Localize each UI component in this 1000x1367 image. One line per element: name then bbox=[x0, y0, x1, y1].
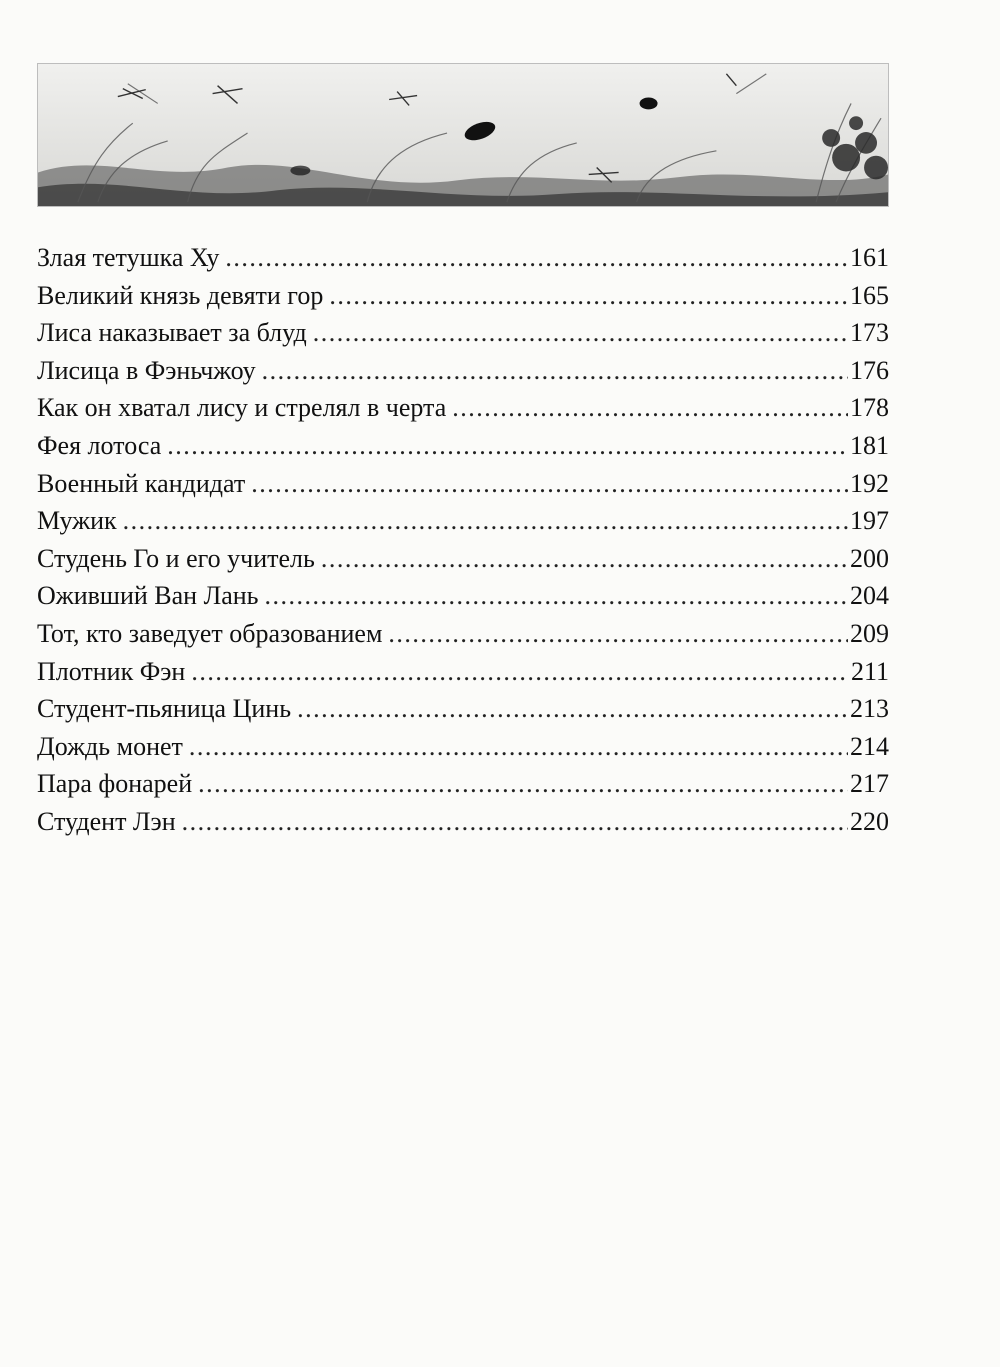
toc-entry-page: 165 bbox=[850, 280, 889, 310]
toc-entry-title: Студень Го и его учитель bbox=[37, 543, 315, 573]
toc-entry-title: Плотник Фэн bbox=[37, 656, 186, 686]
toc-entry-title: Великий князь девяти гор bbox=[37, 280, 324, 310]
toc-dot-leader bbox=[182, 803, 848, 841]
toc-dot-leader bbox=[265, 577, 848, 615]
toc-entry-page: 200 bbox=[850, 543, 889, 573]
toc-entry[interactable] bbox=[37, 728, 889, 766]
toc-entry-page: 161 bbox=[850, 243, 889, 272]
toc-entry-title: Оживший Ван Лань bbox=[37, 581, 259, 611]
toc-dot-leader bbox=[388, 615, 848, 653]
toc-entry-title: Дождь монет bbox=[37, 731, 183, 761]
toc-entry-title: Студент-пьяница Цинь bbox=[37, 694, 292, 724]
toc-entry[interactable] bbox=[37, 803, 889, 841]
toc-entry-title: Как он хватал лису и стрелял в черта bbox=[37, 393, 447, 423]
header-illustration bbox=[37, 63, 889, 207]
toc-entry[interactable] bbox=[37, 615, 889, 653]
toc-entry-title: Пара фонарей bbox=[37, 769, 193, 799]
toc-dot-leader bbox=[321, 540, 848, 578]
toc-dot-leader bbox=[198, 765, 848, 803]
toc-entry[interactable] bbox=[37, 765, 889, 803]
toc-entry-page: 181 bbox=[850, 430, 889, 460]
toc-entry[interactable] bbox=[37, 427, 889, 465]
toc-dot-leader bbox=[191, 653, 849, 691]
toc-entry-page: 217 bbox=[850, 769, 889, 799]
toc-dot-leader bbox=[262, 352, 848, 390]
toc-entry[interactable] bbox=[37, 502, 889, 540]
toc-entry-page: 176 bbox=[850, 355, 889, 385]
toc-entry[interactable] bbox=[37, 277, 889, 315]
toc-entry-page: 173 bbox=[850, 318, 889, 348]
toc-entry-page: 209 bbox=[850, 618, 889, 648]
toc-entry-page: 214 bbox=[850, 731, 889, 761]
toc-entry[interactable] bbox=[37, 314, 889, 352]
toc-entry[interactable] bbox=[37, 653, 889, 691]
toc-entry-page: 197 bbox=[850, 506, 889, 536]
toc-entry[interactable] bbox=[37, 389, 889, 427]
toc-entry[interactable] bbox=[37, 690, 889, 728]
toc-dot-leader bbox=[452, 389, 848, 427]
toc-dot-leader bbox=[251, 465, 848, 503]
toc-dot-leader bbox=[313, 314, 848, 352]
toc-entry-page: 220 bbox=[850, 806, 889, 836]
toc-entry-title: Лисица в Фэньчжоу bbox=[37, 355, 256, 385]
toc-entry-title: Тот, кто заведует образованием bbox=[37, 618, 383, 648]
toc-dot-leader bbox=[167, 427, 848, 465]
toc-dot-leader bbox=[297, 690, 848, 728]
toc-dot-leader bbox=[329, 277, 848, 315]
toc-entry-page: 204 bbox=[850, 581, 889, 611]
toc-entry[interactable] bbox=[37, 577, 889, 615]
toc-entry[interactable] bbox=[37, 239, 889, 277]
toc-entry[interactable] bbox=[37, 465, 889, 503]
toc-entry-page: 211 bbox=[850, 656, 889, 686]
toc-dot-leader bbox=[189, 728, 848, 766]
toc-entry-page: 192 bbox=[850, 468, 889, 498]
toc-entry-page: 213 bbox=[850, 694, 889, 724]
table-of-contents bbox=[37, 239, 889, 841]
ink-painting-icon bbox=[38, 64, 888, 206]
toc-entry-page: 178 bbox=[850, 393, 889, 423]
toc-entry[interactable] bbox=[37, 540, 889, 578]
toc-entry-title: Лиса наказывает за блуд bbox=[37, 318, 307, 348]
toc-entry-title: Военный кандидат bbox=[37, 468, 246, 498]
toc-entry-title: Мужик bbox=[37, 506, 117, 536]
toc-entry-title: Студент Лэн bbox=[37, 806, 176, 836]
toc-entry-title: Фея лотоса bbox=[37, 430, 162, 460]
toc-entry[interactable] bbox=[37, 352, 889, 390]
toc-entry-title: Злая тетушка Ху bbox=[37, 243, 220, 272]
toc-dot-leader bbox=[123, 502, 848, 540]
toc-dot-leader bbox=[225, 239, 848, 277]
